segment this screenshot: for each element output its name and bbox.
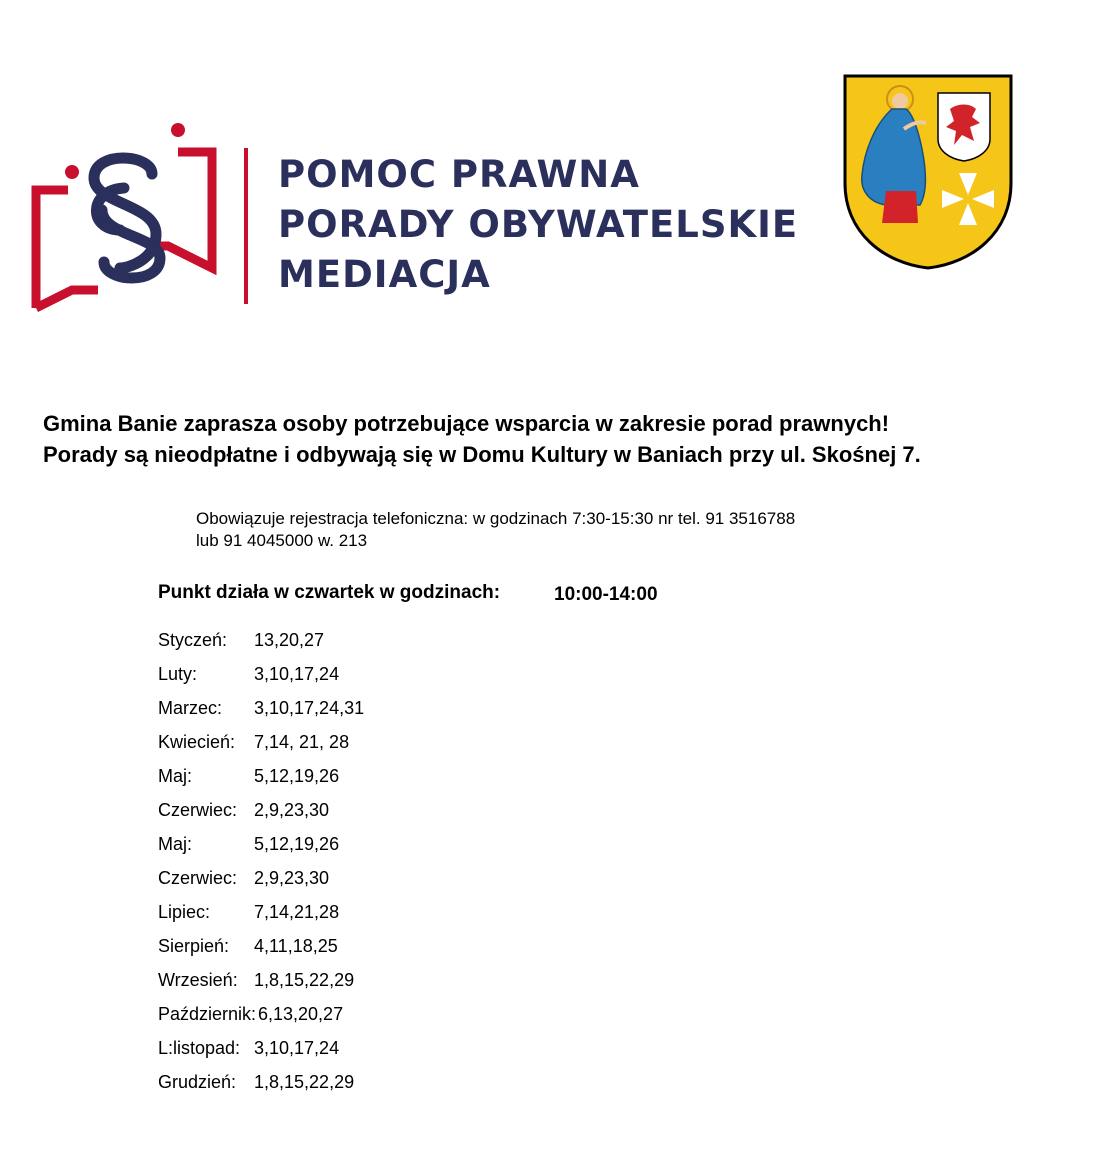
month-dates: 13,20,27: [254, 630, 325, 650]
month-name: Luty:: [158, 664, 198, 684]
month-row: [158, 1068, 355, 1102]
month-name: Grudzień:: [158, 1072, 237, 1092]
month-name: Sierpień:: [158, 936, 230, 956]
month-row: [158, 898, 340, 932]
month-dates: 1,8,15,22,29: [254, 970, 355, 990]
month-row: [158, 796, 330, 830]
month-row: [158, 1034, 340, 1068]
month-row: [158, 626, 325, 660]
month-dates: 1,8,15,22,29: [254, 1072, 355, 1092]
schedule-title: [158, 582, 658, 605]
paragraph-logo-icon: [28, 118, 228, 318]
logo-line-2: PORADY OBYWATELSKIE: [278, 203, 799, 246]
month-name: Lipiec:: [158, 902, 211, 922]
schedule-label: Punkt działa w czwartek w godzinach:: [158, 582, 501, 603]
month-name: Maj:: [158, 766, 193, 786]
month-row: [158, 728, 350, 762]
logo-line-3: MEDIACJA: [278, 253, 491, 296]
month-row: [158, 1000, 344, 1034]
month-name: Marzec:: [158, 698, 223, 718]
month-dates: 2,9,23,30: [254, 800, 330, 820]
logo-text: [278, 150, 798, 300]
month-row: [158, 660, 340, 694]
month-dates: 3,10,17,24: [254, 1038, 340, 1058]
month-row: [158, 762, 340, 796]
month-dates: 5,12,19,26: [254, 834, 340, 854]
month-name: Październik:: [158, 1004, 257, 1024]
month-row: [158, 694, 365, 728]
month-dates: 7,14,21,28: [254, 902, 340, 922]
month-row: [158, 932, 338, 966]
coat-of-arms-icon: [842, 73, 1014, 271]
schedule-months-list: [158, 626, 365, 1102]
month-dates: 7,14, 21, 28: [254, 732, 350, 752]
heading-line-1: Gmina Banie zaprasza osoby potrzebujące wsparcia w zakresie porad prawnych!: [43, 411, 890, 436]
registration-note: Obowiązuje rejestracja telefoniczna: w godzinach 7:30-15:30 nr tel. 91 3516788 lub 91 4045000 w. 213: [196, 509, 796, 550]
month-row: [158, 830, 340, 864]
month-name: Maj:: [158, 834, 193, 854]
month-dates: 2,9,23,30: [254, 868, 330, 888]
month-name: Wrzesień:: [158, 970, 238, 990]
schedule-hours: 10:00-14:00: [554, 584, 658, 605]
logo-divider: [244, 148, 248, 304]
logo-line-1: POMOC PRAWNA: [278, 153, 640, 196]
heading-line-2: Porady są nieodpłatne i odbywają się w Domu Kultury w Baniach przy ul. Skośnej 7.: [43, 442, 921, 467]
month-name: Kwiecień:: [158, 732, 236, 752]
month-name: Styczeń:: [158, 630, 228, 650]
month-dates: 3,10,17,24: [254, 664, 340, 684]
month-name: Czerwiec:: [158, 868, 238, 888]
month-dates: 5,12,19,26: [254, 766, 340, 786]
announcement-heading: [43, 408, 1083, 470]
month-dates: 6,13,20,27: [258, 1004, 344, 1024]
month-row: [158, 864, 330, 898]
month-name: Czerwiec:: [158, 800, 238, 820]
month-row: [158, 966, 355, 1000]
month-dates: 4,11,18,25: [254, 936, 338, 956]
month-name: L:listopad:: [158, 1038, 241, 1058]
month-dates: 3,10,17,24,31: [254, 698, 365, 718]
